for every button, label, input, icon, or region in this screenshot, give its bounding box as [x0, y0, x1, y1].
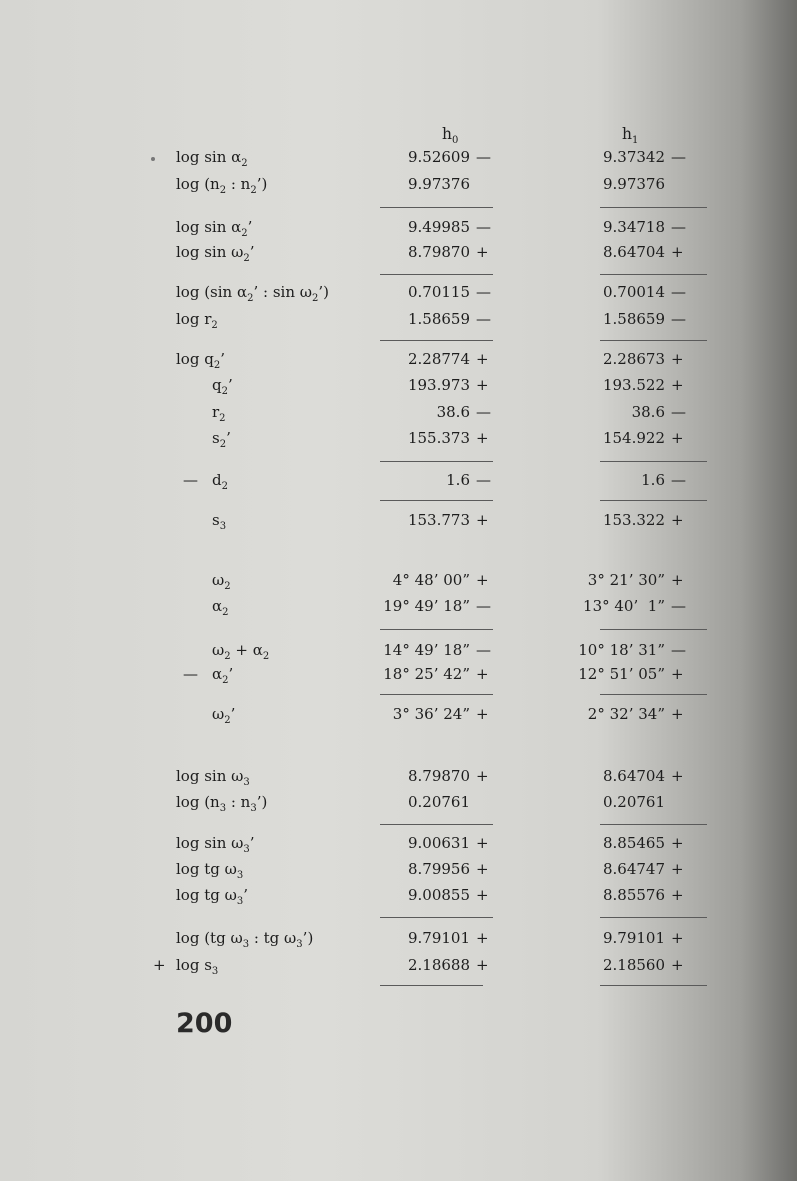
value-h1: 13° 40’ 1”	[583, 597, 665, 615]
label-text: α	[212, 665, 223, 683]
label-text: α	[212, 597, 223, 615]
label-text: ’)	[256, 793, 268, 811]
label-subscript: 2	[247, 293, 254, 304]
table-row	[0, 350, 797, 376]
label-text: log (n	[176, 793, 220, 811]
sign-h1: +	[671, 956, 684, 974]
label-text: log s	[176, 956, 212, 974]
value-h1: 8.85465	[602, 834, 665, 852]
value-h0: 9.79101	[407, 929, 470, 947]
table-row	[0, 403, 797, 429]
sign-h1: +	[671, 571, 684, 589]
row-label	[212, 641, 269, 662]
sign-h0: +	[476, 956, 489, 974]
label-text: log (tg ω	[176, 929, 243, 947]
sign-h1: —	[671, 471, 686, 489]
value-h0: 9.52609	[407, 148, 470, 166]
value-h1: 38.6	[631, 403, 665, 421]
value-h0: 9.97376	[407, 175, 470, 193]
label-text: log sin ω	[176, 767, 244, 785]
sign-h1: —	[671, 597, 686, 615]
label-subscript: 2	[222, 607, 229, 618]
label-subscript: 3	[236, 896, 244, 907]
sum-rule	[380, 824, 493, 825]
label-subscript: 3	[219, 803, 227, 814]
label-text: log sin ω	[176, 243, 244, 261]
label-subscript: 2	[211, 320, 218, 331]
sign-h0: +	[476, 350, 489, 368]
value-h0: 153.773	[407, 511, 470, 529]
sign-h1: +	[671, 886, 684, 904]
sign-h1: —	[671, 641, 686, 659]
sign-h0: +	[476, 571, 489, 589]
sign-h0: +	[476, 860, 489, 878]
label-subscript: 2	[241, 158, 248, 169]
label-text: ’)	[318, 283, 329, 301]
table-row	[0, 429, 797, 455]
value-h0: 9.00631	[407, 834, 470, 852]
label-text: ’	[226, 429, 231, 447]
label-text: ’	[227, 376, 233, 394]
sign-h0: +	[476, 243, 489, 261]
sum-rule	[600, 824, 707, 825]
table-row	[0, 767, 797, 793]
row-label	[212, 597, 229, 618]
value-h0: 193.973	[407, 376, 470, 394]
sign-h1: —	[671, 218, 686, 236]
sign-h0: +	[476, 767, 489, 785]
sum-rule	[380, 629, 493, 630]
value-h1: 8.64704	[602, 767, 665, 785]
margin-dot	[151, 157, 155, 161]
label-subscript: 3	[243, 777, 250, 788]
header-base: h	[442, 125, 452, 143]
row-label	[176, 956, 218, 977]
value-h0: 155.373	[407, 429, 470, 447]
row-label	[176, 218, 252, 239]
label-subscript: 3	[242, 939, 250, 950]
label-text: ω	[212, 571, 225, 589]
value-h1: 8.85576	[602, 886, 665, 904]
sum-rule	[600, 207, 707, 208]
table-row	[0, 860, 797, 886]
value-h0: 8.79956	[407, 860, 470, 878]
label-text: log q	[176, 350, 214, 368]
value-h1: 193.522	[602, 376, 665, 394]
row-label	[212, 571, 231, 592]
value-h1: 154.922	[602, 429, 665, 447]
label-text: ω	[212, 641, 225, 659]
label-text: : n	[226, 793, 251, 811]
row-label	[212, 471, 228, 492]
label-text: log sin ω	[176, 834, 244, 852]
sum-rule	[600, 340, 707, 341]
label-text: s	[212, 429, 220, 447]
label-subscript: 2	[221, 481, 228, 492]
value-h0: 1.58659	[407, 310, 470, 328]
table-row	[0, 929, 797, 955]
label-subscript: 2	[221, 386, 228, 397]
value-h0: 3° 36’ 24”	[392, 705, 470, 723]
value-h0: 14° 49’ 18”	[383, 641, 470, 659]
sign-h0: +	[476, 511, 489, 529]
sign-h0: —	[476, 148, 491, 166]
table-row	[0, 283, 797, 309]
sign-h1: —	[671, 148, 686, 166]
value-h1: 2.18560	[602, 956, 665, 974]
label-text: : tg ω	[249, 929, 297, 947]
sign-h1: +	[671, 834, 684, 852]
sign-h0: +	[476, 886, 489, 904]
label-subscript: 2	[241, 228, 248, 239]
value-h0: 8.79870	[407, 767, 470, 785]
label-text: ’	[249, 243, 255, 261]
label-text: ’	[220, 350, 225, 368]
table-row	[0, 471, 797, 497]
row-label	[176, 793, 267, 814]
row-label	[212, 403, 226, 424]
table-row	[0, 376, 797, 402]
sign-h0: +	[476, 705, 489, 723]
table-row	[0, 243, 797, 269]
row-label	[212, 511, 226, 532]
table-row	[0, 705, 797, 731]
label-subscript: 3	[250, 803, 257, 814]
value-h1: 10° 18’ 31”	[578, 641, 665, 659]
page-number: 200	[176, 1008, 233, 1039]
label-text: log (sin α	[176, 283, 248, 301]
row-label	[176, 767, 250, 788]
value-h1: 2° 32’ 34”	[587, 705, 665, 723]
header-base: h	[622, 125, 632, 143]
value-h1: 153.322	[602, 511, 665, 529]
row-label	[176, 834, 255, 855]
sign-h1: +	[671, 376, 684, 394]
row-label	[176, 283, 329, 304]
sign-h1: +	[671, 511, 684, 529]
sign-h1: +	[671, 243, 684, 261]
label-subscript: 2	[224, 651, 231, 662]
label-subscript: 2	[219, 185, 227, 196]
table-row	[0, 175, 797, 201]
label-subscript: 2	[219, 413, 226, 424]
label-text: : n	[226, 175, 251, 193]
label-text: ’	[228, 665, 234, 683]
sign-h1: +	[671, 929, 684, 947]
table-row	[0, 218, 797, 244]
sign-h0: —	[476, 283, 491, 301]
sign-h0: —	[476, 641, 491, 659]
sign-h0: +	[476, 665, 489, 683]
sign-h0: +	[476, 376, 489, 394]
sign-h0: —	[476, 403, 491, 421]
label-text: log sin α	[176, 148, 242, 166]
row-prefix-sign: —	[183, 471, 198, 489]
table-row	[0, 310, 797, 336]
value-h0: 18° 25’ 42”	[383, 665, 470, 683]
sum-rule	[600, 274, 707, 275]
row-prefix-sign: +	[153, 956, 166, 974]
label-text: q	[212, 376, 222, 394]
value-h1: 8.64704	[602, 243, 665, 261]
value-h1: 9.97376	[602, 175, 665, 193]
value-h0: 2.28774	[407, 350, 470, 368]
sign-h1: +	[671, 860, 684, 878]
label-subscript: 3	[243, 844, 250, 855]
label-text: log r	[176, 310, 212, 328]
row-label	[176, 886, 248, 907]
row-label	[176, 243, 255, 264]
sign-h1: —	[671, 310, 686, 328]
sign-h1: +	[671, 350, 684, 368]
label-text: log (n	[176, 175, 220, 193]
label-subscript: 2	[250, 185, 257, 196]
sign-h1: +	[671, 429, 684, 447]
value-h0: 38.6	[436, 403, 470, 421]
label-text: ’	[247, 218, 253, 236]
sum-rule	[380, 917, 493, 918]
label-text: ω	[212, 705, 225, 723]
sum-rule	[380, 500, 493, 501]
label-text: + α	[230, 641, 263, 659]
value-h0: 19° 49’ 18”	[383, 597, 470, 615]
row-label	[212, 665, 233, 686]
value-h0: 0.70115	[407, 283, 470, 301]
row-label	[176, 929, 313, 950]
label-text: log sin α	[176, 218, 242, 236]
label-text: ’	[243, 886, 248, 904]
label-subscript: 2	[222, 675, 229, 686]
sum-rule	[380, 461, 493, 462]
sum-rule	[600, 500, 707, 501]
label-text: d	[212, 471, 222, 489]
value-h0: 9.00855	[407, 886, 470, 904]
sign-h0: +	[476, 834, 489, 852]
value-h0: 9.49985	[407, 218, 470, 236]
label-text: ’)	[256, 175, 268, 193]
sign-h1: —	[671, 403, 686, 421]
label-subscript: 2	[219, 439, 227, 450]
value-h0: 4° 48’ 00”	[392, 571, 470, 589]
table-row	[0, 511, 797, 537]
sum-rule	[600, 985, 707, 986]
value-h0: 8.79870	[407, 243, 470, 261]
label-text: ’)	[302, 929, 314, 947]
sum-rule	[380, 985, 483, 986]
label-text: r	[212, 403, 220, 421]
value-h1: 2.28673	[602, 350, 665, 368]
value-h1: 9.79101	[602, 929, 665, 947]
sum-rule	[600, 694, 707, 695]
sum-rule	[380, 694, 493, 695]
header-sub: 0	[451, 135, 459, 146]
label-text: log tg ω	[176, 860, 237, 878]
label-subscript: 2	[262, 651, 270, 662]
value-h1: 12° 51’ 05”	[578, 665, 665, 683]
row-label	[212, 705, 235, 726]
column-header-h1	[622, 125, 638, 146]
label-subscript: 2	[213, 360, 221, 371]
row-label	[176, 860, 243, 881]
value-h1: 9.34718	[602, 218, 665, 236]
table-row	[0, 665, 797, 691]
value-h1: 9.37342	[602, 148, 665, 166]
table-row	[0, 834, 797, 860]
value-h0: 0.20761	[407, 793, 470, 811]
row-label	[212, 376, 233, 397]
table-row	[0, 793, 797, 819]
label-subscript: 2	[224, 715, 231, 726]
value-h0: 2.18688	[407, 956, 470, 974]
sum-rule	[600, 461, 707, 462]
table-row	[0, 641, 797, 667]
row-label	[176, 350, 225, 371]
value-h1: 0.20761	[602, 793, 665, 811]
sign-h0: +	[476, 429, 489, 447]
sign-h1: +	[671, 705, 684, 723]
table-row	[0, 571, 797, 597]
sign-h0: —	[476, 218, 491, 236]
sign-h0: —	[476, 471, 491, 489]
sum-rule	[380, 207, 493, 208]
row-label	[212, 429, 231, 450]
column-header-h0	[442, 125, 458, 146]
value-h1: 0.70014	[602, 283, 665, 301]
table-row	[0, 148, 797, 174]
label-text: s	[212, 511, 220, 529]
sum-rule	[380, 340, 493, 341]
value-h1: 1.6	[641, 471, 665, 489]
sum-rule	[380, 274, 493, 275]
label-text: log tg ω	[176, 886, 237, 904]
row-label	[176, 175, 267, 196]
value-h1: 1.58659	[602, 310, 665, 328]
label-text: ’	[230, 705, 236, 723]
row-label	[176, 310, 218, 331]
sign-h0: —	[476, 597, 491, 615]
row-prefix-sign: —	[183, 665, 198, 683]
table-row	[0, 886, 797, 912]
label-subscript: 3	[296, 939, 303, 950]
sign-h0: —	[476, 310, 491, 328]
table-row	[0, 956, 797, 982]
row-label	[176, 148, 248, 169]
sign-h1: +	[671, 767, 684, 785]
table-row	[0, 597, 797, 623]
sign-h1: —	[671, 283, 686, 301]
label-subscript: 2	[312, 293, 319, 304]
sign-h0: +	[476, 929, 489, 947]
sign-h1: +	[671, 665, 684, 683]
sum-rule	[600, 629, 707, 630]
value-h1: 8.64747	[602, 860, 665, 878]
label-subscript: 2	[243, 253, 250, 264]
value-h0: 1.6	[446, 471, 470, 489]
sum-rule	[600, 917, 707, 918]
label-subscript: 3	[211, 966, 219, 977]
header-sub: 1	[631, 135, 639, 146]
label-text: ’ : sin ω	[253, 283, 312, 301]
label-subscript: 3	[236, 870, 244, 881]
label-subscript: 2	[224, 581, 231, 592]
label-text: ’	[249, 834, 255, 852]
label-subscript: 3	[219, 521, 227, 532]
value-h1: 3° 21’ 30”	[587, 571, 665, 589]
